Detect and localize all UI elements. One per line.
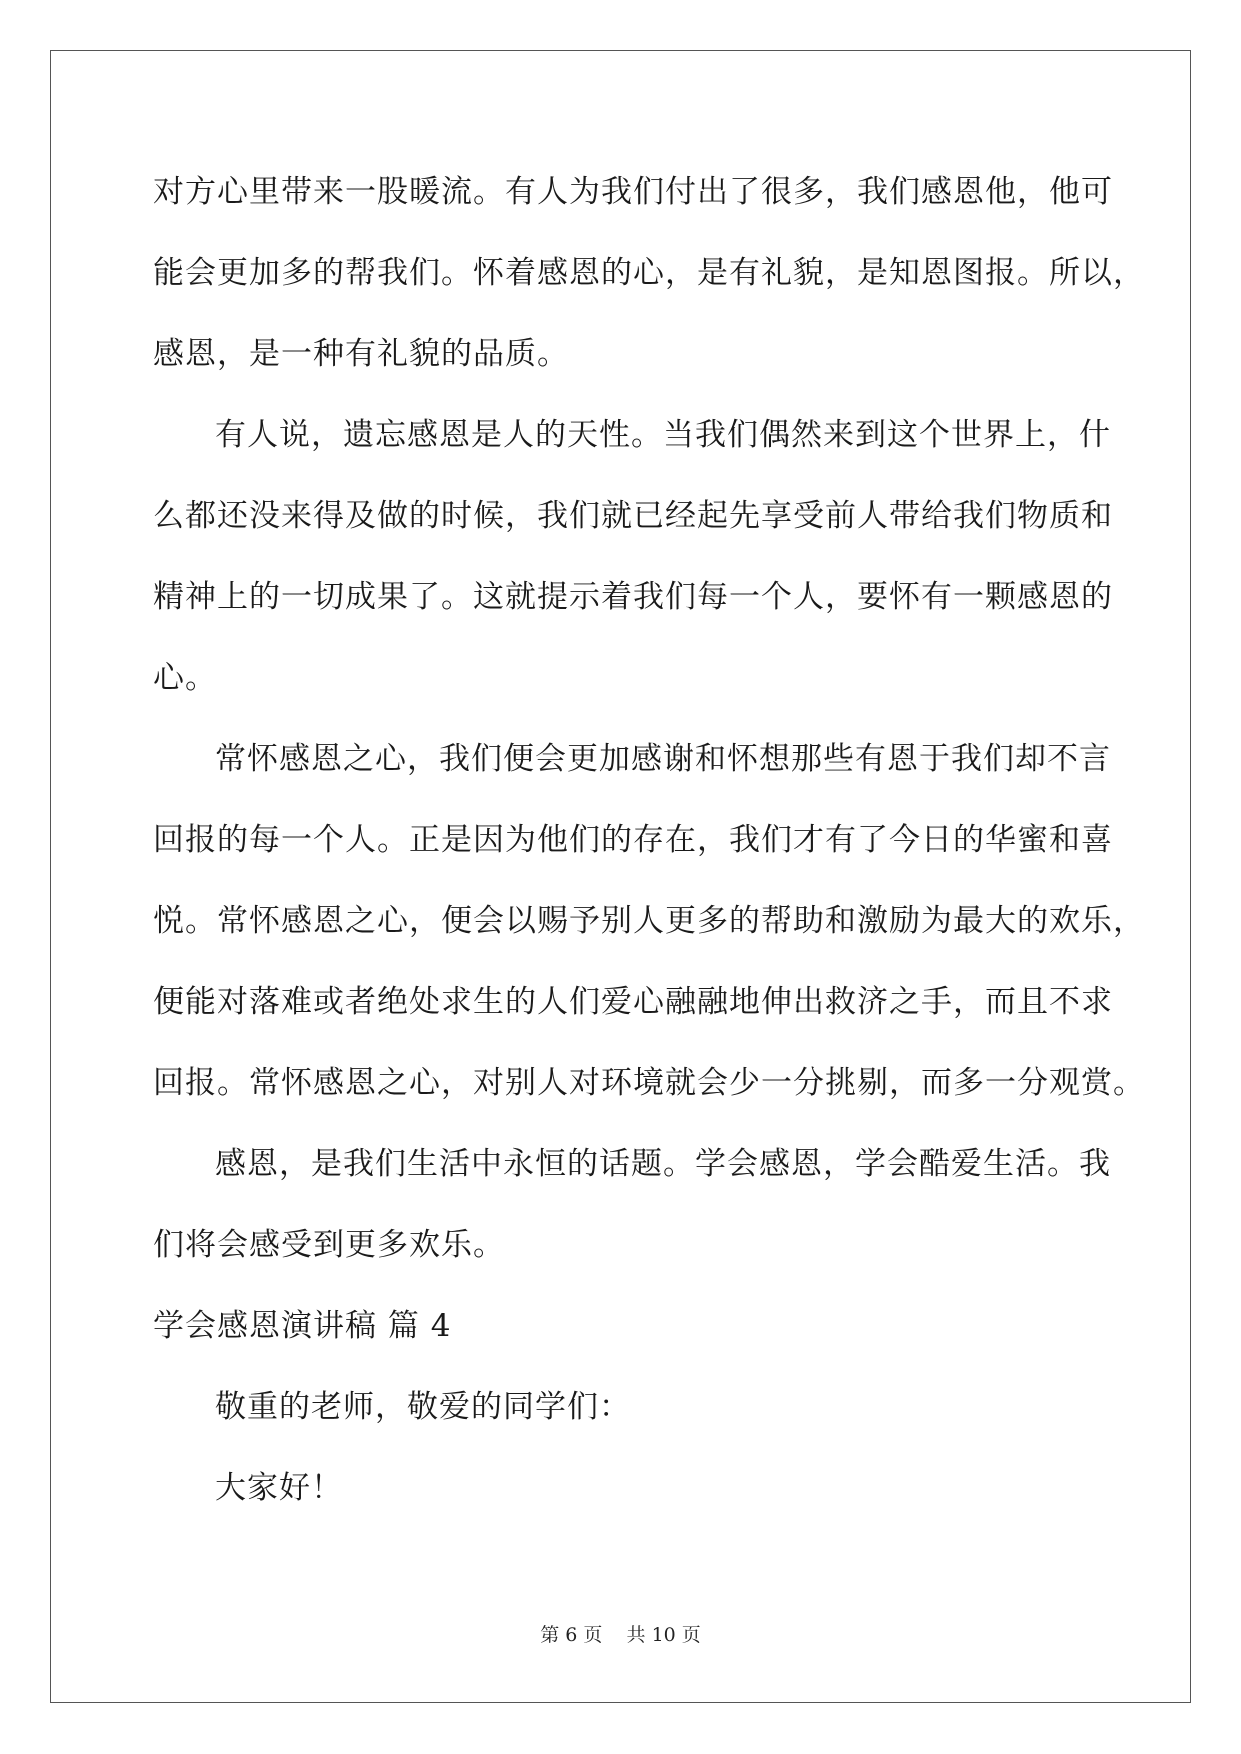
greeting-line: 大家好！ [215, 1470, 343, 1506]
text-line: 回报。常怀感恩之心，对别人对环境就会少一分挑剔，而多一分观赏。 [153, 1065, 1145, 1101]
paragraph-start-line: 感恩，是我们生活中永恒的话题。学会感恩，学会酷爱生活。我 [215, 1146, 1111, 1182]
salutation-line: 敬重的老师，敬爱的同学们： [215, 1389, 631, 1425]
text-line: 感恩，是一种有礼貌的品质。 [153, 336, 569, 372]
text-line: 么都还没来得及做的时候，我们就已经起先享受前人带给我们物质和 [153, 498, 1113, 534]
text-line: 回报的每一个人。正是因为他们的存在，我们才有了今日的华蜜和喜 [153, 822, 1113, 858]
paragraph-start-line: 常怀感恩之心，我们便会更加感谢和怀想那些有恩于我们却不言 [215, 741, 1111, 777]
text-line: 对方心里带来一股暖流。有人为我们付出了很多，我们感恩他，他可 [153, 174, 1113, 210]
text-line: 便能对落难或者绝处求生的人们爱心融融地伸出救济之手，而且不求 [153, 984, 1113, 1020]
text-line: 心。 [153, 660, 217, 696]
text-line: 能会更加多的帮我们。怀着感恩的心，是有礼貌，是知恩图报。所以， [153, 255, 1145, 291]
text-line: 悦。常怀感恩之心，便会以赐予别人更多的帮助和激励为最大的欢乐， [153, 903, 1145, 939]
document-body [153, 152, 1145, 1529]
paragraph-start-line: 有人说，遗忘感恩是人的天性。当我们偶然来到这个世界上，什 [215, 417, 1111, 453]
text-line: 精神上的一切成果了。这就提示着我们每一个人，要怀有一颗感恩的 [153, 579, 1113, 615]
text-line: 们将会感受到更多欢乐。 [153, 1227, 505, 1263]
section-heading: 学会感恩演讲稿 篇 4 [153, 1308, 452, 1344]
page-number-footer: 第 6 页 共 10 页 [540, 1624, 701, 1646]
